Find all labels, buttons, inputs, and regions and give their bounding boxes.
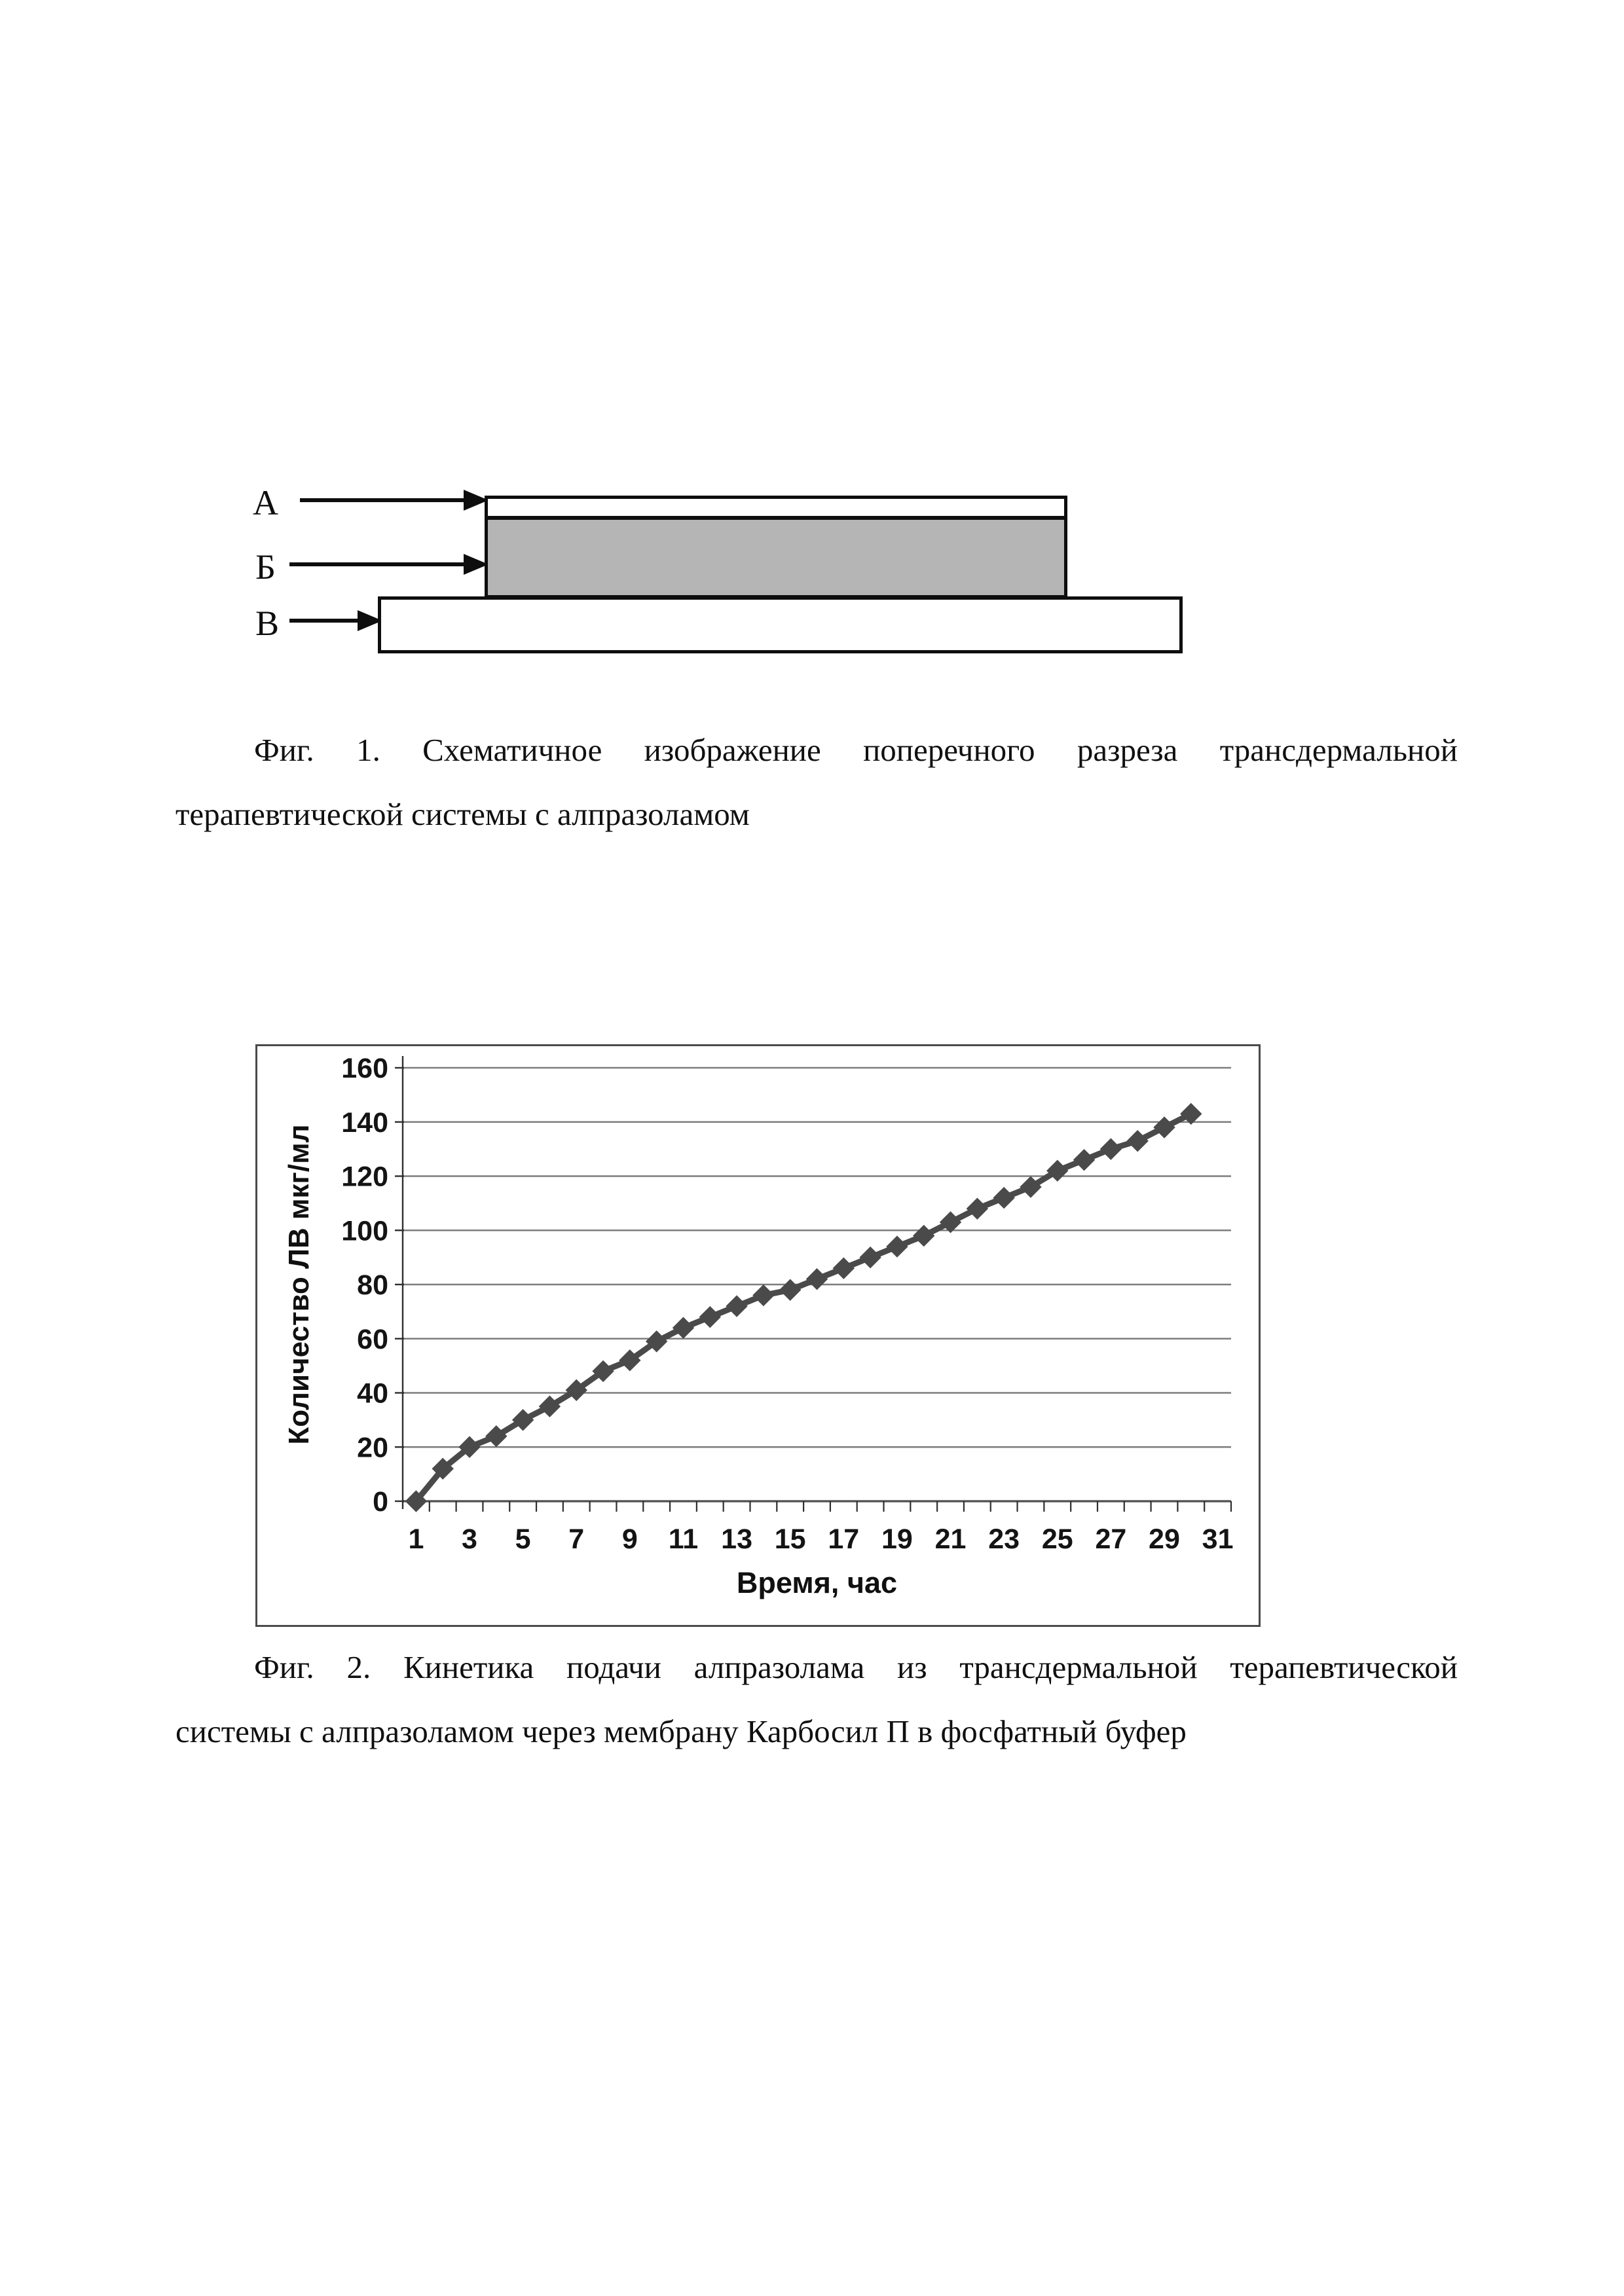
kinetics-chart-svg — [257, 1046, 1259, 1625]
figure2-caption — [175, 1635, 1458, 1764]
matrix-layer-rect — [485, 517, 1067, 598]
data-point-marker-h29 — [1154, 1117, 1175, 1138]
y-tick-label-160: 160 — [341, 1053, 388, 1084]
x-tick-label-5: 5 — [515, 1523, 531, 1555]
figure1-caption-line1: Фиг. 1. Схематичное изображение поперечного разреза трансдермальной — [254, 732, 1458, 768]
y-tick-label-0: 0 — [373, 1486, 388, 1518]
y-tick-label-140: 140 — [341, 1106, 388, 1139]
x-tick-label-17: 17 — [828, 1523, 860, 1555]
x-tick-label-25: 25 — [1041, 1523, 1073, 1555]
data-point-marker-h16 — [807, 1269, 828, 1290]
y-tick-label-60: 60 — [357, 1323, 388, 1355]
data-point-marker-h11 — [673, 1317, 693, 1338]
data-point-marker-h13 — [726, 1296, 747, 1317]
x-tick-label-31: 31 — [1202, 1523, 1234, 1555]
layer-label-v: В — [255, 604, 280, 643]
data-point-marker-h20 — [913, 1226, 934, 1247]
figure1-caption — [175, 718, 1458, 847]
figure2-chart-frame — [255, 1044, 1261, 1627]
x-tick-label-23: 23 — [988, 1523, 1020, 1555]
x-tick-label-13: 13 — [721, 1523, 753, 1555]
x-tick-label-11: 11 — [668, 1523, 699, 1555]
backing-layer-rect — [485, 496, 1067, 519]
data-point-marker-h17 — [833, 1258, 854, 1279]
data-point-marker-h22 — [967, 1198, 987, 1219]
y-axis-title: Количество ЛВ мкг/мл — [283, 1124, 315, 1445]
data-point-marker-h19 — [887, 1236, 908, 1257]
y-tick-label-120: 120 — [341, 1161, 388, 1193]
figure2-caption-line2: системы с алпразоламом через мембрану Карбосил П в фосфатный буфер — [175, 1713, 1187, 1749]
arrow-v-line — [289, 619, 359, 623]
y-tick-label-20: 20 — [357, 1432, 388, 1464]
x-tick-label-21: 21 — [934, 1523, 967, 1555]
arrow-a-line — [300, 498, 465, 502]
x-tick-label-19: 19 — [881, 1523, 913, 1555]
figure2-caption-line1: Фиг. 2. Кинетика подачи алпразолама из трансдермальной терапевтической — [254, 1649, 1458, 1685]
x-tick-label-7: 7 — [568, 1523, 585, 1555]
data-point-marker-h28 — [1127, 1131, 1148, 1152]
x-tick-label-15: 15 — [774, 1523, 806, 1555]
x-axis-title: Время, час — [736, 1566, 898, 1599]
data-point-marker-h12 — [699, 1307, 720, 1328]
layer-label-a: А — [253, 483, 278, 522]
figure1-caption-line2: терапевтической системы с алпразоламом — [175, 796, 750, 832]
x-tick-label-29: 29 — [1149, 1523, 1180, 1555]
x-tick-label-1: 1 — [408, 1523, 424, 1555]
data-point-marker-h26 — [1074, 1150, 1095, 1171]
arrow-b-line — [289, 562, 465, 566]
y-tick-label-40: 40 — [357, 1377, 388, 1410]
x-tick-label-9: 9 — [621, 1523, 638, 1555]
x-tick-label-27: 27 — [1095, 1523, 1127, 1555]
layer-label-b: Б — [255, 547, 276, 587]
data-series-line — [416, 1114, 1190, 1501]
x-tick-label-3: 3 — [462, 1523, 477, 1555]
y-tick-label-100: 100 — [341, 1215, 388, 1247]
data-point-marker-h15 — [780, 1279, 801, 1300]
data-point-marker-h18 — [860, 1247, 881, 1268]
data-point-marker-h27 — [1100, 1139, 1121, 1159]
base-layer-rect — [378, 596, 1183, 653]
data-point-marker-h23 — [993, 1188, 1014, 1209]
data-point-marker-h14 — [753, 1285, 774, 1306]
y-tick-label-80: 80 — [357, 1269, 388, 1301]
